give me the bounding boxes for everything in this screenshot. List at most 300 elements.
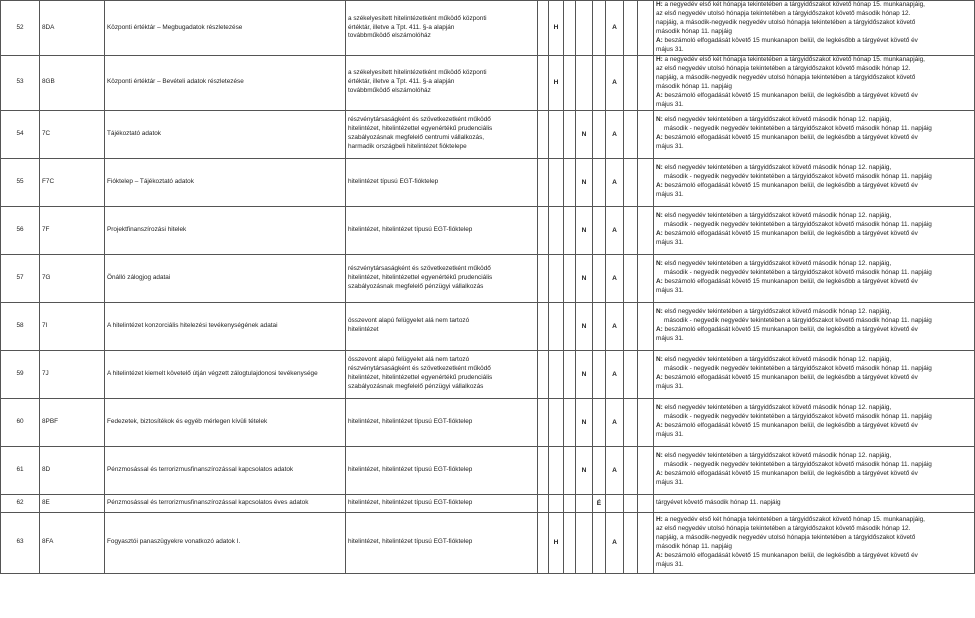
table-row bbox=[1, 494, 975, 512]
frequency-flag: A bbox=[606, 398, 624, 446]
deadline-text bbox=[654, 110, 975, 158]
report-name: A hitelintézet konzorciális hitelezési tevékenységének adatai bbox=[105, 302, 346, 350]
frequency-flag bbox=[593, 446, 606, 494]
frequency-flag bbox=[576, 512, 593, 573]
frequency-flag bbox=[576, 494, 593, 512]
deadline-frequency-label: A: bbox=[656, 278, 663, 286]
deadline-frequency-label: N: bbox=[656, 452, 663, 460]
reporter-type-line: a székelyesített hitelintézetként működő központi bbox=[348, 69, 487, 77]
frequency-flag bbox=[549, 398, 564, 446]
frequency-flag bbox=[593, 254, 606, 302]
deadline-frequency-label: A: bbox=[656, 36, 663, 44]
frequency-flag: A bbox=[606, 158, 624, 206]
deadline-text bbox=[654, 158, 975, 206]
deadline-text bbox=[654, 494, 975, 512]
deadline-line bbox=[656, 356, 972, 365]
deadline-line bbox=[656, 10, 972, 19]
deadline-line bbox=[656, 269, 972, 278]
deadline-line-text: beszámoló elfogadását követő 15 munkanapon belül, de legkésőbb a tárgyévet követő év bbox=[662, 422, 918, 430]
frequency-flag bbox=[564, 1, 576, 56]
deadline-line bbox=[656, 56, 972, 65]
frequency-flag bbox=[606, 494, 624, 512]
deadline-frequency-label: A: bbox=[656, 551, 663, 559]
deadline-text bbox=[654, 206, 975, 254]
deadline-line bbox=[656, 561, 972, 570]
frequency-flag bbox=[564, 302, 576, 350]
frequency-flag bbox=[538, 56, 549, 111]
reporter-type-line: összevont alapú felügyelet alá nem tartozó bbox=[348, 356, 470, 364]
frequency-flag bbox=[593, 398, 606, 446]
deadline-frequency-label: N: bbox=[656, 356, 663, 364]
deadline-line bbox=[656, 92, 972, 101]
frequency-flag bbox=[549, 158, 564, 206]
deadline-line bbox=[656, 212, 972, 221]
row-number: 60 bbox=[1, 398, 40, 446]
row-number: 61 bbox=[1, 446, 40, 494]
reporter-type-line: szabályozásnak megfelelő pénzügyi vállalkozás bbox=[348, 383, 484, 391]
frequency-flag: A bbox=[606, 56, 624, 111]
deadline-line bbox=[656, 422, 972, 431]
frequency-flag bbox=[538, 398, 549, 446]
frequency-flag bbox=[538, 350, 549, 398]
frequency-flag bbox=[638, 512, 654, 573]
deadline-frequency-label: A: bbox=[656, 134, 663, 142]
deadline-line bbox=[656, 404, 972, 413]
reporter-type bbox=[346, 158, 538, 206]
deadline-line-text: beszámoló elfogadását követő 15 munkanapon belül, de legkésőbb a tárgyévet követő év bbox=[662, 182, 918, 190]
deadline-line bbox=[656, 470, 972, 479]
deadline-frequency-label: N: bbox=[656, 404, 663, 412]
frequency-flag bbox=[593, 110, 606, 158]
deadline-frequency-label: H: bbox=[656, 515, 663, 523]
deadline-line-text: a negyedév első két hónapja tekintetében a tárgyidőszakot követő hónap 15. munkanapjáig, bbox=[662, 1, 925, 9]
deadline-line bbox=[656, 83, 972, 92]
report-code: 7J bbox=[40, 350, 105, 398]
deadline-line-text: első negyedév tekintetében a tárgyidőszakot követő második hónap 12. napjáig, bbox=[662, 260, 892, 268]
frequency-flag bbox=[564, 110, 576, 158]
report-code: 7C bbox=[40, 110, 105, 158]
deadline-text bbox=[654, 302, 975, 350]
frequency-flag bbox=[576, 56, 593, 111]
deadline-line bbox=[656, 260, 972, 269]
reporter-type bbox=[346, 446, 538, 494]
row-number: 54 bbox=[1, 110, 40, 158]
report-name: Pénzmosással és terrorizmusfinanszírozással kapcsolatos adatok bbox=[105, 446, 346, 494]
report-code: 7I bbox=[40, 302, 105, 350]
table-row bbox=[1, 110, 975, 158]
deadline-line bbox=[656, 499, 972, 508]
deadline-frequency-label: N: bbox=[656, 164, 663, 172]
table-row bbox=[1, 206, 975, 254]
row-number: 57 bbox=[1, 254, 40, 302]
deadline-frequency-label: A: bbox=[656, 91, 663, 99]
frequency-flag bbox=[564, 56, 576, 111]
reporter-type-line: továbbműködő elszámolóház bbox=[348, 32, 431, 40]
frequency-flag: N bbox=[576, 206, 593, 254]
deadline-line bbox=[656, 552, 972, 561]
report-name: Fogyasztói panaszügyekre vonatkozó adatok I. bbox=[105, 512, 346, 573]
deadline-text bbox=[654, 512, 975, 573]
deadline-line bbox=[656, 19, 972, 28]
deadline-line bbox=[656, 326, 972, 335]
frequency-flag bbox=[593, 512, 606, 573]
deadline-line bbox=[656, 143, 972, 152]
deadline-line-text: május 31. bbox=[656, 479, 684, 487]
deadline-frequency-label: A: bbox=[656, 374, 663, 382]
frequency-flag bbox=[624, 398, 638, 446]
frequency-flag: N bbox=[576, 302, 593, 350]
report-code: 8DA bbox=[40, 1, 105, 56]
deadline-text bbox=[654, 56, 975, 111]
reporter-type-line: hitelintézet, hitelintézettel egyenértékű prudenciális bbox=[348, 273, 493, 281]
frequency-flag bbox=[564, 512, 576, 573]
deadline-line-text: első negyedév tekintetében a tárgyidőszakot követő második hónap 12. napjáig, bbox=[662, 356, 892, 364]
frequency-flag: A bbox=[606, 302, 624, 350]
deadline-line-text: május 31. bbox=[656, 100, 684, 108]
report-code: 7G bbox=[40, 254, 105, 302]
table-row bbox=[1, 158, 975, 206]
deadline-text bbox=[654, 1, 975, 56]
table-row bbox=[1, 512, 975, 573]
deadline-line bbox=[656, 164, 972, 173]
deadline-frequency-label: H: bbox=[656, 56, 663, 63]
deadline-line-text: beszámoló elfogadását követő 15 munkanapon belül, de legkésőbb a tárgyévet követő év bbox=[662, 36, 918, 44]
deadline-line-text: második - negyedik negyedév tekintetében a tárgyidőszakot követő második hónap 11. napjáig bbox=[664, 461, 932, 469]
frequency-flag bbox=[638, 110, 654, 158]
report-name: Fedezetek, biztosítékok és egyéb mérlegen kívüli tételek bbox=[105, 398, 346, 446]
deadline-line-text: második - negyedik negyedév tekintetében a tárgyidőszakot követő második hónap 11. napjáig bbox=[664, 221, 932, 229]
reporter-type-line: harmadik országbeli hitelintézet fióktelepe bbox=[348, 143, 467, 151]
frequency-flag bbox=[564, 446, 576, 494]
deadline-line-text: az első negyedév utolsó hónapja tekintetében a tárgyidőszakot követő második hónap 12. bbox=[656, 524, 911, 532]
deadline-line bbox=[656, 46, 972, 55]
reporter-type-line: szabályozásnak megfelelő pénzügyi vállalkozás bbox=[348, 282, 484, 290]
frequency-flag: N bbox=[576, 398, 593, 446]
deadline-frequency-label: A: bbox=[656, 470, 663, 478]
deadline-line-text: első negyedév tekintetében a tárgyidőszakot követő második hónap 12. napjáig, bbox=[662, 164, 892, 172]
frequency-flag: N bbox=[576, 110, 593, 158]
deadline-line bbox=[656, 37, 972, 46]
frequency-flag bbox=[576, 1, 593, 56]
deadline-line-text: napjáig, a második-negyedik negyedév utolsó hónapja tekintetében a tárgyidőszakot követő bbox=[656, 19, 916, 27]
report-name: Központi értéktár – Bevételi adatok részletezése bbox=[105, 56, 346, 111]
frequency-flag bbox=[624, 110, 638, 158]
reporter-type-line: továbbműködő elszámolóház bbox=[348, 87, 431, 95]
deadline-line bbox=[656, 101, 972, 110]
reporter-type-line: részvénytársaságként és szövetkezetként működő bbox=[348, 264, 491, 272]
deadline-frequency-label: N: bbox=[656, 116, 663, 124]
report-code: F7C bbox=[40, 158, 105, 206]
deadline-line-text: május 31. bbox=[656, 431, 684, 439]
deadline-line-text: második - negyedik negyedév tekintetében a tárgyidőszakot követő második hónap 11. napjáig bbox=[664, 317, 932, 325]
deadline-line bbox=[656, 28, 972, 37]
deadline-line bbox=[656, 278, 972, 287]
deadline-line bbox=[656, 134, 972, 143]
frequency-flag bbox=[624, 206, 638, 254]
table-row bbox=[1, 254, 975, 302]
deadline-line-text: május 31. bbox=[656, 560, 684, 568]
frequency-flag: A bbox=[606, 350, 624, 398]
deadline-line-text: második hónap 11. napjáig bbox=[656, 542, 732, 550]
frequency-flag: N bbox=[576, 254, 593, 302]
deadline-line bbox=[656, 308, 972, 317]
deadline-line bbox=[656, 230, 972, 239]
frequency-flag bbox=[564, 350, 576, 398]
deadline-line bbox=[656, 534, 972, 543]
deadline-text bbox=[654, 446, 975, 494]
reporter-type-line: hitelintézet, hitelintézet típusú EGT-fióktelep bbox=[348, 225, 473, 233]
reporter-type-line: hitelintézet, hitelintézet típusú EGT-fióktelep bbox=[348, 498, 473, 506]
reporter-type-line: hitelintézet, hitelintézet típusú EGT-fióktelep bbox=[348, 538, 473, 546]
frequency-flag bbox=[624, 512, 638, 573]
deadline-frequency-label: H: bbox=[656, 1, 663, 9]
reporter-type-line: hitelintézet típusú EGT-fióktelep bbox=[348, 177, 439, 185]
frequency-flag bbox=[624, 1, 638, 56]
deadline-line-text: az első negyedév utolsó hónapja tekintetében a tárgyidőszakot követő második hónap 12. bbox=[656, 64, 911, 72]
deadline-line bbox=[656, 173, 972, 182]
reporter-type bbox=[346, 350, 538, 398]
frequency-flag bbox=[538, 494, 549, 512]
deadline-line bbox=[656, 461, 972, 470]
row-number: 56 bbox=[1, 206, 40, 254]
frequency-flag: A bbox=[606, 512, 624, 573]
frequency-flag bbox=[538, 110, 549, 158]
frequency-flag bbox=[538, 158, 549, 206]
reporter-type-line: szabályozásnak megfelelő centrumi vállalkozás, bbox=[348, 134, 485, 142]
deadline-line bbox=[656, 374, 972, 383]
deadline-line-text: második - negyedik negyedév tekintetében a tárgyidőszakot követő második hónap 11. napjáig bbox=[664, 125, 932, 133]
deadline-line-text: május 31. bbox=[656, 383, 684, 391]
frequency-flag bbox=[638, 446, 654, 494]
table-row bbox=[1, 56, 975, 111]
deadline-line bbox=[656, 191, 972, 200]
deadline-line bbox=[656, 182, 972, 191]
reporter-type-line: hitelintézet, hitelintézettel egyenértékű prudenciális bbox=[348, 374, 493, 382]
deadline-line-text: első negyedév tekintetében a tárgyidőszakot követő második hónap 12. napjáig, bbox=[662, 212, 892, 220]
deadline-text bbox=[654, 350, 975, 398]
deadline-line-text: tárgyévet követő második hónap 11. napjáig bbox=[656, 498, 781, 506]
deadline-line bbox=[656, 287, 972, 296]
row-number: 53 bbox=[1, 56, 40, 111]
deadline-line-text: beszámoló elfogadását követő 15 munkanapon belül, de legkésőbb a tárgyévet követő év bbox=[662, 230, 918, 238]
frequency-flag bbox=[624, 446, 638, 494]
report-code: 8PBF bbox=[40, 398, 105, 446]
frequency-flag bbox=[549, 254, 564, 302]
table-row bbox=[1, 398, 975, 446]
deadline-line bbox=[656, 125, 972, 134]
reporter-type bbox=[346, 512, 538, 573]
deadline-text bbox=[654, 398, 975, 446]
reporter-type bbox=[346, 56, 538, 111]
frequency-flag bbox=[549, 494, 564, 512]
frequency-flag bbox=[549, 302, 564, 350]
reporter-type-line: összevont alapú felügyelet alá nem tartozó bbox=[348, 317, 470, 325]
row-number: 58 bbox=[1, 302, 40, 350]
deadline-line-text: beszámoló elfogadását követő 15 munkanapon belül, de legkésőbb a tárgyévet követő év bbox=[662, 374, 918, 382]
frequency-flag bbox=[549, 206, 564, 254]
deadline-line-text: az első negyedév utolsó hónapja tekintetében a tárgyidőszakot követő második hónap 12. bbox=[656, 10, 911, 18]
frequency-flag bbox=[538, 206, 549, 254]
deadline-line bbox=[656, 479, 972, 488]
report-name: A hitelintézet kiemelt követelő útján végzett zálogtulajdonosi tevékenysége bbox=[105, 350, 346, 398]
table-row bbox=[1, 302, 975, 350]
frequency-flag: H bbox=[549, 512, 564, 573]
deadline-line-text: második - negyedik negyedév tekintetében a tárgyidőszakot követő második hónap 11. napjáig bbox=[664, 413, 932, 421]
reporter-type bbox=[346, 494, 538, 512]
deadline-frequency-label: A: bbox=[656, 230, 663, 238]
frequency-flag: É bbox=[593, 494, 606, 512]
deadline-line-text: május 31. bbox=[656, 143, 684, 151]
table-row bbox=[1, 1, 975, 56]
deadline-line bbox=[656, 413, 972, 422]
frequency-flag: A bbox=[606, 206, 624, 254]
frequency-flag bbox=[593, 302, 606, 350]
deadline-line-text: május 31. bbox=[656, 239, 684, 247]
deadline-line bbox=[656, 525, 972, 534]
frequency-flag: N bbox=[576, 158, 593, 206]
deadline-line-text: beszámoló elfogadását követő 15 munkanapon belül, de legkésőbb a tárgyévet követő év bbox=[662, 326, 918, 334]
row-number: 52 bbox=[1, 1, 40, 56]
reporter-type bbox=[346, 302, 538, 350]
frequency-flag bbox=[593, 350, 606, 398]
report-code: 8GB bbox=[40, 56, 105, 111]
deadline-line-text: május 31. bbox=[656, 335, 684, 343]
frequency-flag bbox=[593, 206, 606, 254]
deadline-line-text: napjáig, a második-negyedik negyedév utolsó hónapja tekintetében a tárgyidőszakot követő bbox=[656, 533, 916, 541]
reporter-type-line: hitelintézet, hitelintézet típusú EGT-fióktelep bbox=[348, 417, 473, 425]
deadline-line bbox=[656, 239, 972, 248]
report-name: Önálló zálogjog adatai bbox=[105, 254, 346, 302]
deadline-line-text: második - negyedik negyedév tekintetében a tárgyidőszakot követő második hónap 11. napjáig bbox=[664, 269, 932, 277]
frequency-flag bbox=[538, 446, 549, 494]
deadline-line-text: május 31. bbox=[656, 191, 684, 199]
deadline-frequency-label: N: bbox=[656, 212, 663, 220]
frequency-flag bbox=[549, 350, 564, 398]
deadline-line bbox=[656, 543, 972, 552]
frequency-flag bbox=[638, 398, 654, 446]
deadline-line-text: első negyedév tekintetében a tárgyidőszakot követő második hónap 12. napjáig, bbox=[662, 452, 892, 460]
frequency-flag bbox=[564, 254, 576, 302]
reporter-type-line: hitelintézet, hitelintézet típusú EGT-fióktelep bbox=[348, 465, 473, 473]
frequency-flag bbox=[538, 1, 549, 56]
reporter-type bbox=[346, 254, 538, 302]
frequency-flag bbox=[638, 350, 654, 398]
reporter-type-line: részvénytársaságként és szövetkezetként működő bbox=[348, 116, 491, 124]
frequency-flag bbox=[624, 494, 638, 512]
frequency-flag: H bbox=[549, 56, 564, 111]
deadline-line bbox=[656, 65, 972, 74]
frequency-flag: A bbox=[606, 1, 624, 56]
frequency-flag bbox=[549, 446, 564, 494]
deadline-line-text: napjáig, a második-negyedik negyedév utolsó hónapja tekintetében a tárgyidőszakot követő bbox=[656, 73, 916, 81]
deadline-line-text: első negyedév tekintetében a tárgyidőszakot követő második hónap 12. napjáig, bbox=[662, 116, 892, 124]
table-row bbox=[1, 350, 975, 398]
row-number: 55 bbox=[1, 158, 40, 206]
deadline-frequency-label: A: bbox=[656, 326, 663, 334]
frequency-flag bbox=[638, 206, 654, 254]
deadline-line bbox=[656, 365, 972, 374]
frequency-flag bbox=[638, 1, 654, 56]
deadline-text bbox=[654, 254, 975, 302]
report-code: 8E bbox=[40, 494, 105, 512]
deadline-line-text: második hónap 11. napjáig bbox=[656, 28, 732, 35]
frequency-flag bbox=[624, 350, 638, 398]
deadline-frequency-label: A: bbox=[656, 422, 663, 430]
frequency-flag bbox=[638, 494, 654, 512]
frequency-flag bbox=[624, 158, 638, 206]
row-number: 63 bbox=[1, 512, 40, 573]
frequency-flag bbox=[538, 512, 549, 573]
deadline-line-text: beszámoló elfogadását követő 15 munkanapon belül, de legkésőbb a tárgyévet követő év bbox=[662, 470, 918, 478]
reporter-type bbox=[346, 110, 538, 158]
frequency-flag bbox=[624, 302, 638, 350]
deadline-line bbox=[656, 116, 972, 125]
deadline-line-text: a negyedév első két hónapja tekintetében a tárgyidőszakot követő hónap 15. munkanapjáig, bbox=[662, 56, 925, 63]
report-code: 7F bbox=[40, 206, 105, 254]
deadline-line-text: beszámoló elfogadását követő 15 munkanapon belül, de legkésőbb a tárgyévet követő év bbox=[662, 551, 918, 559]
deadline-line-text: beszámoló elfogadását követő 15 munkanapon belül, de legkésőbb a tárgyévet követő év bbox=[662, 278, 918, 286]
report-name: Projektfinanszírozási hitelek bbox=[105, 206, 346, 254]
deadline-line-text: május 31. bbox=[656, 45, 684, 53]
deadline-line-text: első negyedév tekintetében a tárgyidőszakot követő második hónap 12. napjáig, bbox=[662, 308, 892, 316]
frequency-flag bbox=[593, 158, 606, 206]
deadline-line bbox=[656, 516, 972, 525]
report-code: 8D bbox=[40, 446, 105, 494]
frequency-flag bbox=[624, 56, 638, 111]
deadline-line-text: a negyedév első két hónapja tekintetében a tárgyidőszakot követő hónap 15. munkanapjáig, bbox=[662, 515, 925, 523]
frequency-flag bbox=[538, 254, 549, 302]
report-code: 8FA bbox=[40, 512, 105, 573]
deadline-line-text: beszámoló elfogadását követő 15 munkanapon belül, de legkésőbb a tárgyévet követő év bbox=[662, 91, 918, 99]
reporter-type-line: a székelyesített hitelintézetként működő központi bbox=[348, 14, 487, 22]
frequency-flag bbox=[593, 1, 606, 56]
deadline-line bbox=[656, 431, 972, 440]
frequency-flag: N bbox=[576, 446, 593, 494]
deadline-line-text: beszámoló elfogadását követő 15 munkanapon belül, de legkésőbb a tárgyévet követő év bbox=[662, 134, 918, 142]
deadline-frequency-label: A: bbox=[656, 182, 663, 190]
row-number: 59 bbox=[1, 350, 40, 398]
deadline-line bbox=[656, 452, 972, 461]
frequency-flag bbox=[564, 494, 576, 512]
reporter-type bbox=[346, 398, 538, 446]
frequency-flag: H bbox=[549, 1, 564, 56]
frequency-flag: A bbox=[606, 110, 624, 158]
reporter-type-line: hitelintézet, hitelintézettel egyenértékű prudenciális bbox=[348, 125, 493, 133]
frequency-flag bbox=[624, 254, 638, 302]
frequency-flag bbox=[638, 56, 654, 111]
frequency-flag bbox=[564, 158, 576, 206]
deadline-line bbox=[656, 74, 972, 83]
report-name: Fióktelep – Tájékoztató adatok bbox=[105, 158, 346, 206]
reporter-type-line: értéktár, illetve a Tpt. 411. §-a alapján bbox=[348, 78, 455, 86]
deadline-frequency-label: N: bbox=[656, 308, 663, 316]
report-name: Pénzmosással és terrorizmusfinanszírozással kapcsolatos éves adatok bbox=[105, 494, 346, 512]
deadline-line-text: második hónap 11. napjáig bbox=[656, 82, 732, 90]
deadline-line-text: második - negyedik negyedév tekintetében a tárgyidőszakot követő második hónap 11. napjáig bbox=[664, 365, 932, 373]
frequency-flag bbox=[593, 56, 606, 111]
deadline-line bbox=[656, 383, 972, 392]
deadline-line-text: második - negyedik negyedév tekintetében a tárgyidőszakot követő második hónap 11. napjáig bbox=[664, 173, 932, 181]
frequency-flag: A bbox=[606, 446, 624, 494]
report-name: Központi értéktár – Megbugadatok részletezése bbox=[105, 1, 346, 56]
reporter-type-line: értéktár, illetve a Tpt. 411. §-a alapján bbox=[348, 23, 455, 31]
frequency-flag bbox=[638, 254, 654, 302]
frequency-flag: N bbox=[576, 350, 593, 398]
table-row bbox=[1, 446, 975, 494]
frequency-flag bbox=[549, 110, 564, 158]
report-name: Tájékoztató adatok bbox=[105, 110, 346, 158]
deadline-line bbox=[656, 335, 972, 344]
